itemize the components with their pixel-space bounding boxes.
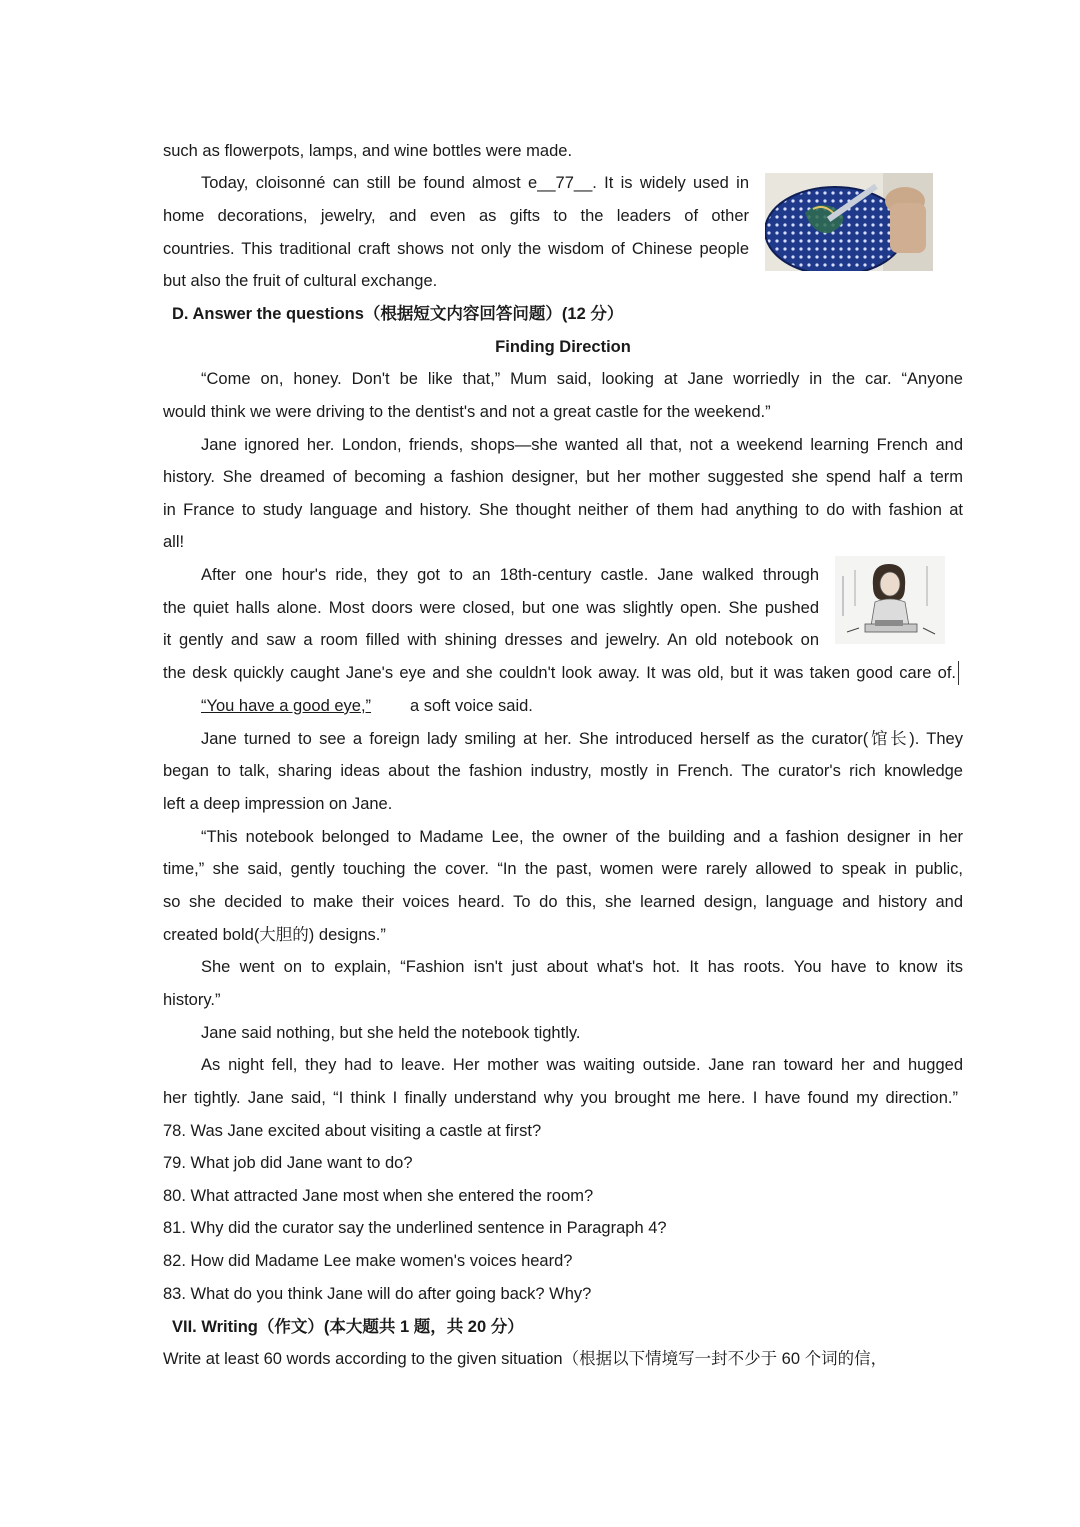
section-d-heading: D. Answer the questions（根据短文内容回答问题）(12 分）	[172, 305, 624, 323]
story-line-3: Jane ignored her. London, friends, shops—she wanted all that, not a weekend learning French and	[201, 436, 963, 454]
question-83: 83. What do you think Jane will do after going back? Why?	[163, 1285, 592, 1303]
story-line-17: so she decided to make their voices heard. To do this, she learned design, language and history and	[163, 893, 963, 911]
writing-instruction: Write at least 60 words according to the given situation（根据以下情境写一封不少于 60 个词的信，	[163, 1350, 888, 1368]
story-line-13: began to talk, sharing ideas about the fashion industry, mostly in French. The curator's rich knowledge	[163, 762, 963, 780]
passage-c-line-4: countries. This traditional craft shows not only the wisdom of Chinese people	[163, 240, 749, 258]
story-line-4: history. She dreamed of becoming a fashion designer, but her mother suggested she spend half a term	[163, 468, 963, 486]
story-line-15: “This notebook belonged to Madame Lee, the owner of the building and a fashion designer in her	[201, 828, 963, 846]
story-line-8: the quiet halls alone. Most doors were closed, but one was slightly open. She pushed	[163, 599, 819, 617]
story-line-1: “Come on, honey. Don't be like that,” Mum said, looking at Jane worriedly in the car. “Anyone	[201, 370, 963, 388]
passage-c-line-3: home decorations, jewelry, and even as gifts to the leaders of other	[163, 207, 749, 225]
story-line-2: would think we were driving to the dentist's and not a great castle for the weekend.”	[163, 403, 771, 421]
story-line-5: in France to study language and history. She thought neither of them had anything to do with fashion at	[163, 501, 963, 519]
question-78: 78. Was Jane excited about visiting a castle at first?	[163, 1122, 542, 1140]
question-80: 80. What attracted Jane most when she entered the room?	[163, 1187, 594, 1205]
story-line-11b: a soft voice said.	[410, 697, 533, 715]
underlined-sentence: “You have a good eye,”	[201, 697, 372, 715]
question-81: 81. Why did the curator say the underlined sentence in Paragraph 4?	[163, 1219, 667, 1237]
story-line-21: Jane said nothing, but she held the notebook tightly.	[201, 1024, 581, 1042]
story-line-23: her tightly. Jane said, “I think I finally understand why you brought me here. I have found my direction.”	[163, 1089, 958, 1107]
section-vii-heading: VII. Writing（作文）(本大题共 1 题，共 20 分）	[172, 1318, 524, 1336]
passage-c-line-5: but also the fruit of cultural exchange.	[163, 272, 438, 290]
story-line-20: history.”	[163, 991, 221, 1009]
text-cursor	[958, 661, 959, 685]
story-line-9: it gently and saw a room filled with shining dresses and jewelry. An old notebook on	[163, 631, 819, 649]
story-line-7: After one hour's ride, they got to an 18th-century castle. Jane walked through	[201, 566, 819, 584]
story-line-22: As night fell, they had to leave. Her mother was waiting outside. Jane ran toward her and hugged	[201, 1056, 963, 1074]
question-82: 82. How did Madame Lee make women's voices heard?	[163, 1252, 573, 1270]
passage-c-line-1: such as flowerpots, lamps, and wine bottles were made.	[163, 142, 573, 160]
cloisonne-craft-photo	[765, 173, 933, 271]
story-line-16: time,” she said, gently touching the cover. “In the past, women were rarely allowed to speak in public,	[163, 860, 963, 878]
story-line-14: left a deep impression on Jane.	[163, 795, 393, 813]
story-line-18: created bold(大胆的) designs.”	[163, 926, 386, 944]
story-line-10: the desk quickly caught Jane's eye and she couldn't look away. It was old, but it was taken good care of.	[163, 664, 956, 682]
story-line-19: She went on to explain, “Fashion isn't just about what's hot. It has roots. You have to know its	[201, 958, 963, 976]
story-line-6: all!	[163, 533, 185, 551]
fashion-designer-sketch	[835, 556, 945, 644]
story-line-12: Jane turned to see a foreign lady smiling at her. She introduced herself as the curator(馆长). They	[201, 730, 963, 748]
passage-c-line-2: Today, cloisonné can still be found almost e__77__. It is widely used in	[201, 174, 749, 192]
question-79: 79. What job did Jane want to do?	[163, 1154, 413, 1172]
story-title: Finding Direction	[495, 338, 631, 356]
